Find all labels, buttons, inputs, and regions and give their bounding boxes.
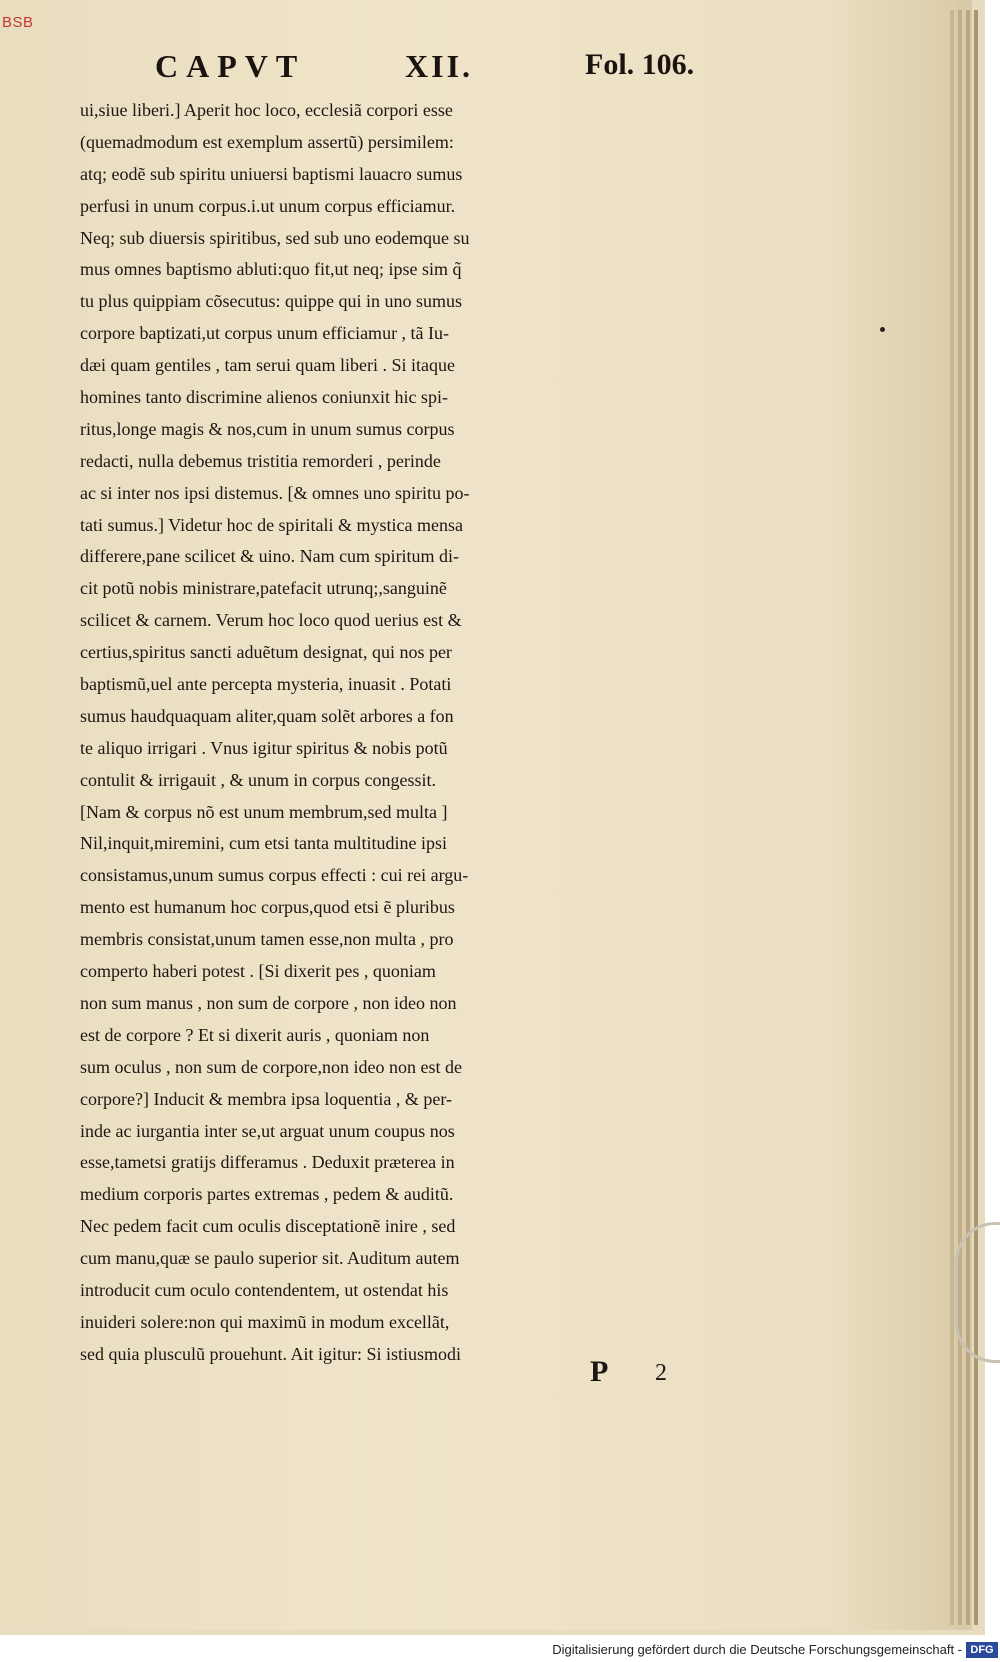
signature-mark: P	[590, 1355, 609, 1388]
text-line: comperto haberi potest . [Si dixerit pes , quoniam	[80, 961, 436, 982]
text-line: homines tanto discrimine alienos coniunxit hic spi-	[80, 387, 448, 408]
running-header	[155, 48, 725, 88]
text-line: sed quia plusculũ prouehunt. Ait igitur: Si istiusmodi	[80, 1343, 461, 1364]
page-edge	[958, 10, 962, 1625]
body-text	[80, 95, 770, 1371]
text-line: tati sumus.] Videtur hoc de spiritali & mystica mensa	[80, 514, 464, 535]
text-line: ritus,longe magis & nos,cum in unum sumus corpus	[80, 418, 455, 439]
text-line: Nec pedem facit cum oculis disceptationẽ inire , sed	[80, 1216, 456, 1237]
text-line: certius,spiritus sancti aduẽtum designat, qui nos per	[80, 642, 452, 663]
text-line: (quemadmodum est exemplum assertũ) persimilem:	[80, 131, 454, 152]
text-line: inde ac iurgantia inter se,ut arguat unum coupus nos	[80, 1120, 455, 1141]
text-line: medium corporis partes extremas , pedem & auditũ.	[80, 1184, 454, 1205]
page-edge	[950, 10, 954, 1625]
text-line: scilicet & carnem. Verum hoc loco quod uerius est &	[80, 610, 462, 631]
text-line: dæi quam gentiles , tam serui quam liberi . Si itaque	[80, 355, 455, 376]
text-line: introducit cum oculo contendentem, ut ostendat his	[80, 1279, 449, 1300]
text-line: contulit & irrigauit , & unum in corpus congessit.	[80, 769, 436, 790]
text-line: ac si inter nos ipsi distemus. [& omnes uno spiritu po-	[80, 482, 470, 503]
header-caput: CAPVT	[155, 48, 306, 84]
page-edge	[974, 10, 978, 1625]
text-line: mus omnes baptismo abluti:quo fit,ut neq; ipse sim q̃	[80, 259, 462, 280]
text-line: membris consistat,unum tamen esse,non multa , pro	[80, 929, 454, 950]
text-line: mento est humanum hoc corpus,quod etsi ẽ pluribus	[80, 897, 455, 918]
text-line: cit potũ nobis ministrare,patefacit utrunq;,sanguinẽ	[80, 578, 447, 599]
book-clasp	[955, 1222, 1000, 1363]
text-line: est de corpore ? Et si dixerit auris , quoniam non	[80, 1024, 430, 1045]
text-line: consistamus,unum sumus corpus effecti : cui rei argu-	[80, 865, 469, 886]
text-line: corpore baptizati,ut corpus unum efficiamur , tã Iu-	[80, 323, 450, 344]
text-line: differere,pane scilicet & uino. Nam cum spiritum di-	[80, 546, 460, 567]
text-line: redacti, nulla debemus tristitia remorderi , perinde	[80, 450, 441, 471]
text-line: atq; eodẽ sub spiritu uniuersi baptismi lauacro sumus	[80, 163, 463, 184]
text-line: sumus haudquaquam aliter,quam solẽt arbores a fon	[80, 705, 454, 726]
text-line: inuideri solere:non qui maximũ in modum excellãt,	[80, 1311, 450, 1332]
text-line: te aliquo irrigari . Vnus igitur spiritus & nobis potũ	[80, 737, 448, 758]
footer-credit: Digitalisierung gefördert durch die Deutsche Forschungsgemeinschaft -	[552, 1642, 962, 1657]
header-chapter-number: XII.	[405, 48, 474, 84]
text-line: corpore?] Inducit & membra ipsa loquentia , & per-	[80, 1088, 453, 1109]
signature-number: 2	[655, 1360, 667, 1386]
text-line: Nil,inquit,miremini, cum etsi tanta multitudine ipsi	[80, 833, 447, 854]
text-line: [Nam & corpus nõ est unum membrum,sed multa ]	[80, 801, 448, 822]
header-folio: Fol. 106.	[585, 48, 695, 81]
footer-bar	[0, 1640, 1000, 1662]
text-line: non sum manus , non sum de corpore , non ideo non	[80, 992, 457, 1013]
text-line: ui,siue liberi.] Aperit hoc loco, ecclesiã corpori esse	[80, 100, 453, 120]
text-line: tu plus quippiam cõsecutus: quippe qui in uno sumus	[80, 291, 462, 312]
bsb-watermark: BSB	[2, 14, 34, 31]
text-line: esse,tametsi gratijs differamus . Deduxit præterea in	[80, 1152, 455, 1173]
text-line: baptismũ,uel ante percepta mysteria, inuasit . Potati	[80, 674, 452, 695]
page-edge	[966, 10, 970, 1625]
text-line: perfusi in unum corpus.i.ut unum corpus efficiamur.	[80, 195, 456, 216]
text-line: sum oculus , non sum de corpore,non ideo non est de	[80, 1056, 462, 1077]
dfg-logo: DFG	[966, 1642, 998, 1658]
text-line: Neq; sub diuersis spiritibus, sed sub uno eodemque su	[80, 227, 470, 248]
text-line: cum manu,quæ se paulo superior sit. Auditum autem	[80, 1248, 460, 1269]
ink-speck	[880, 327, 885, 332]
